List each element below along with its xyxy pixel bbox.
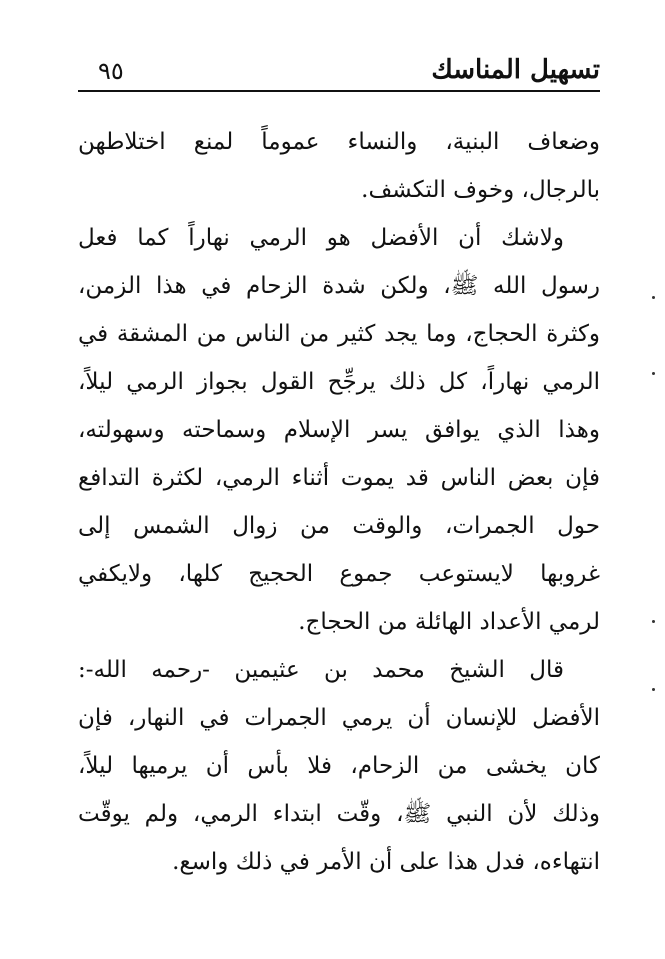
body-text (78, 118, 600, 886)
text-line: رسول الله ﷺ، ولكن شدة الزحام في هذا الزمن، (78, 273, 600, 299)
text-line: الرمي نهاراً، كل ذلك يرجِّح القول بجواز الرمي ليلاً، (78, 369, 600, 395)
page-header (78, 52, 600, 92)
header-rule (78, 90, 600, 92)
text-line: لرمي الأعداد الهائلة من الحجاج. (298, 609, 600, 635)
text-line: وذلك لأن النبي ﷺ، وقّت ابتداء الرمي، ولم يوقّت (78, 801, 600, 827)
text-line: وضعاف البنية، والنساء عموماً لمنع اختلاطهن (78, 129, 600, 155)
text-line: ولاشك أن الأفضل هو الرمي نهاراً كما فعل (78, 225, 564, 251)
text-line: الأفضل للإنسان أن يرمي الجمرات في النهار، فإن (78, 705, 600, 731)
book-title: تسهيل المناسك (431, 55, 600, 85)
text-line: انتهاءه، فدل هذا على أن الأمر في ذلك واسع. (172, 849, 600, 875)
text-line: وكثرة الحجاج، وما يجد كثير من الناس من المشقة في (78, 321, 600, 347)
text-line: غروبها لايستوعب جموع الحجيج كلها، ولايكفي (78, 561, 600, 587)
text-line: بالرجال، وخوف التكشف. (361, 177, 600, 203)
margin-dot (652, 296, 655, 299)
margin-dot (652, 372, 655, 375)
text-line: فإن بعض الناس قد يموت أثناء الرمي، لكثرة التدافع (78, 465, 600, 491)
text-line: وهذا الذي يوافق يسر الإسلام وسماحته وسهولته، (78, 417, 600, 443)
margin-dot (652, 688, 655, 691)
margin-dot (652, 620, 655, 623)
page-number: ٩٥ (98, 57, 124, 85)
text-line: حول الجمرات، والوقت من زوال الشمس إلى (78, 513, 600, 539)
text-line: كان يخشى من الزحام، فلا بأس أن يرميها ليلاً، (78, 753, 600, 779)
text-line: قال الشيخ محمد بن عثيمين -رحمه الله-: (78, 657, 564, 683)
